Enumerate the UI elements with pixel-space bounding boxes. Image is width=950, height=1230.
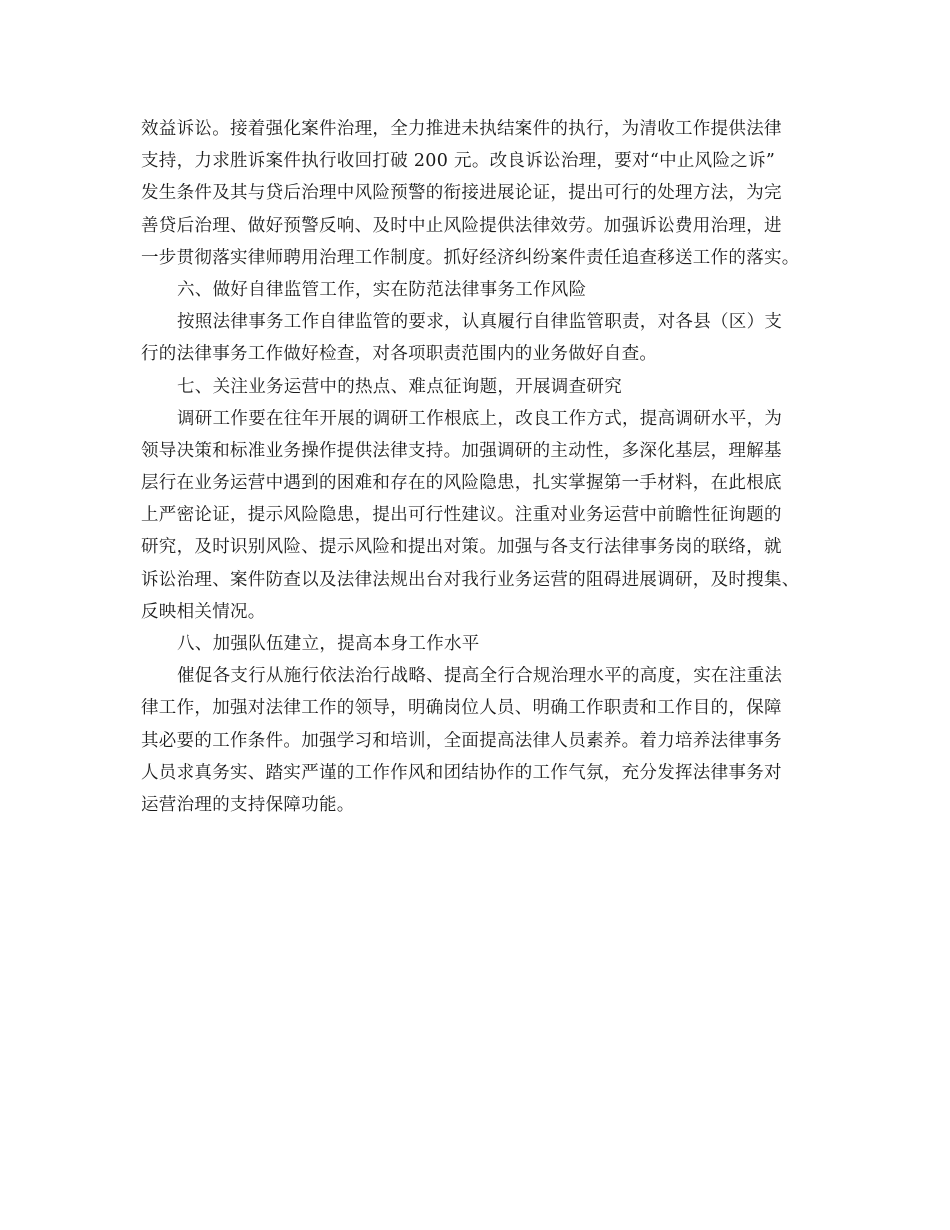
text-line: 发生条件及其与贷后治理中风险预警的衔接进展论证，提出可行的处理方法，为完 xyxy=(141,183,782,204)
text-line: 效益诉讼。接着强化案件治理，全力推进未执结案件的执行，为清收工作提供法律 xyxy=(141,119,782,139)
text-line: 研究，及时识别风险、提示风险和提出对策。加强与各支行法律事务岗的联络，就 xyxy=(141,537,782,558)
document-body xyxy=(141,113,821,821)
text-line: 支持，力求胜诉案件执行收回打破 200 元。改良诉讼治理，要对“中止风险之诉” xyxy=(141,151,776,172)
section-heading: 七、关注业务运营中的热点、难点征询题，开展调查研究 xyxy=(177,376,622,397)
text-line: 一步贯彻落实律师聘用治理工作制度。抓好经济纠纷案件责任追查移送工作的落实。 xyxy=(141,247,800,268)
text-line: 律工作，加强对法律工作的领导，明确岗位人员、明确工作职责和工作目的，保障 xyxy=(141,698,782,719)
paragraph-first-line: 调研工作要在往年开展的调研工作根底上，改良工作方式，提高调研水平，为 xyxy=(177,408,783,429)
paragraph-first-line: 按照法律事务工作自律监管的要求，认真履行自律监管职责，对各县（区）支 xyxy=(177,312,783,333)
text-line: 其必要的工作条件。加强学习和培训，全面提高法律人员素养。着力培养法律事务 xyxy=(141,730,782,751)
text-line: 反映相关情况。 xyxy=(141,601,266,622)
text-line: 行的法律事务工作做好检查，对各项职责范围内的业务做好自查。 xyxy=(141,344,658,365)
text-line: 上严密论证，提示风险隐患，提出可行性建议。注重对业务运营中前瞻性征询题的 xyxy=(141,505,782,526)
text-line: 层行在业务运营中遇到的困难和存在的风险隐患，扎实掌握第一手材料，在此根底 xyxy=(141,473,782,494)
text-line: 领导决策和标准业务操作提供法律支持。加强调研的主动性，多深化基层，理解基 xyxy=(141,440,782,461)
text-line: 运营治理的支持保障功能。 xyxy=(141,794,355,815)
section-heading: 八、加强队伍建立，提高本身工作水平 xyxy=(177,634,480,654)
section-heading: 六、做好自律监管工作，实在防范法律事务工作风险 xyxy=(177,279,587,300)
text-line: 善贷后治理、做好预警反响、及时中止风险提供法律效劳。加强诉讼费用治理，进 xyxy=(141,215,782,236)
paragraph-first-line: 催促各支行从施行依法治行战略、提高全行合规治理水平的高度，实在注重法 xyxy=(177,666,783,687)
text-line: 诉讼治理、案件防查以及法律法规出台对我行业务运营的阻碍进展调研，及时搜集、 xyxy=(141,569,800,590)
text-line: 人员求真务实、踏实严谨的工作作风和团结协作的工作气氛，充分发挥法律事务对 xyxy=(141,762,782,783)
